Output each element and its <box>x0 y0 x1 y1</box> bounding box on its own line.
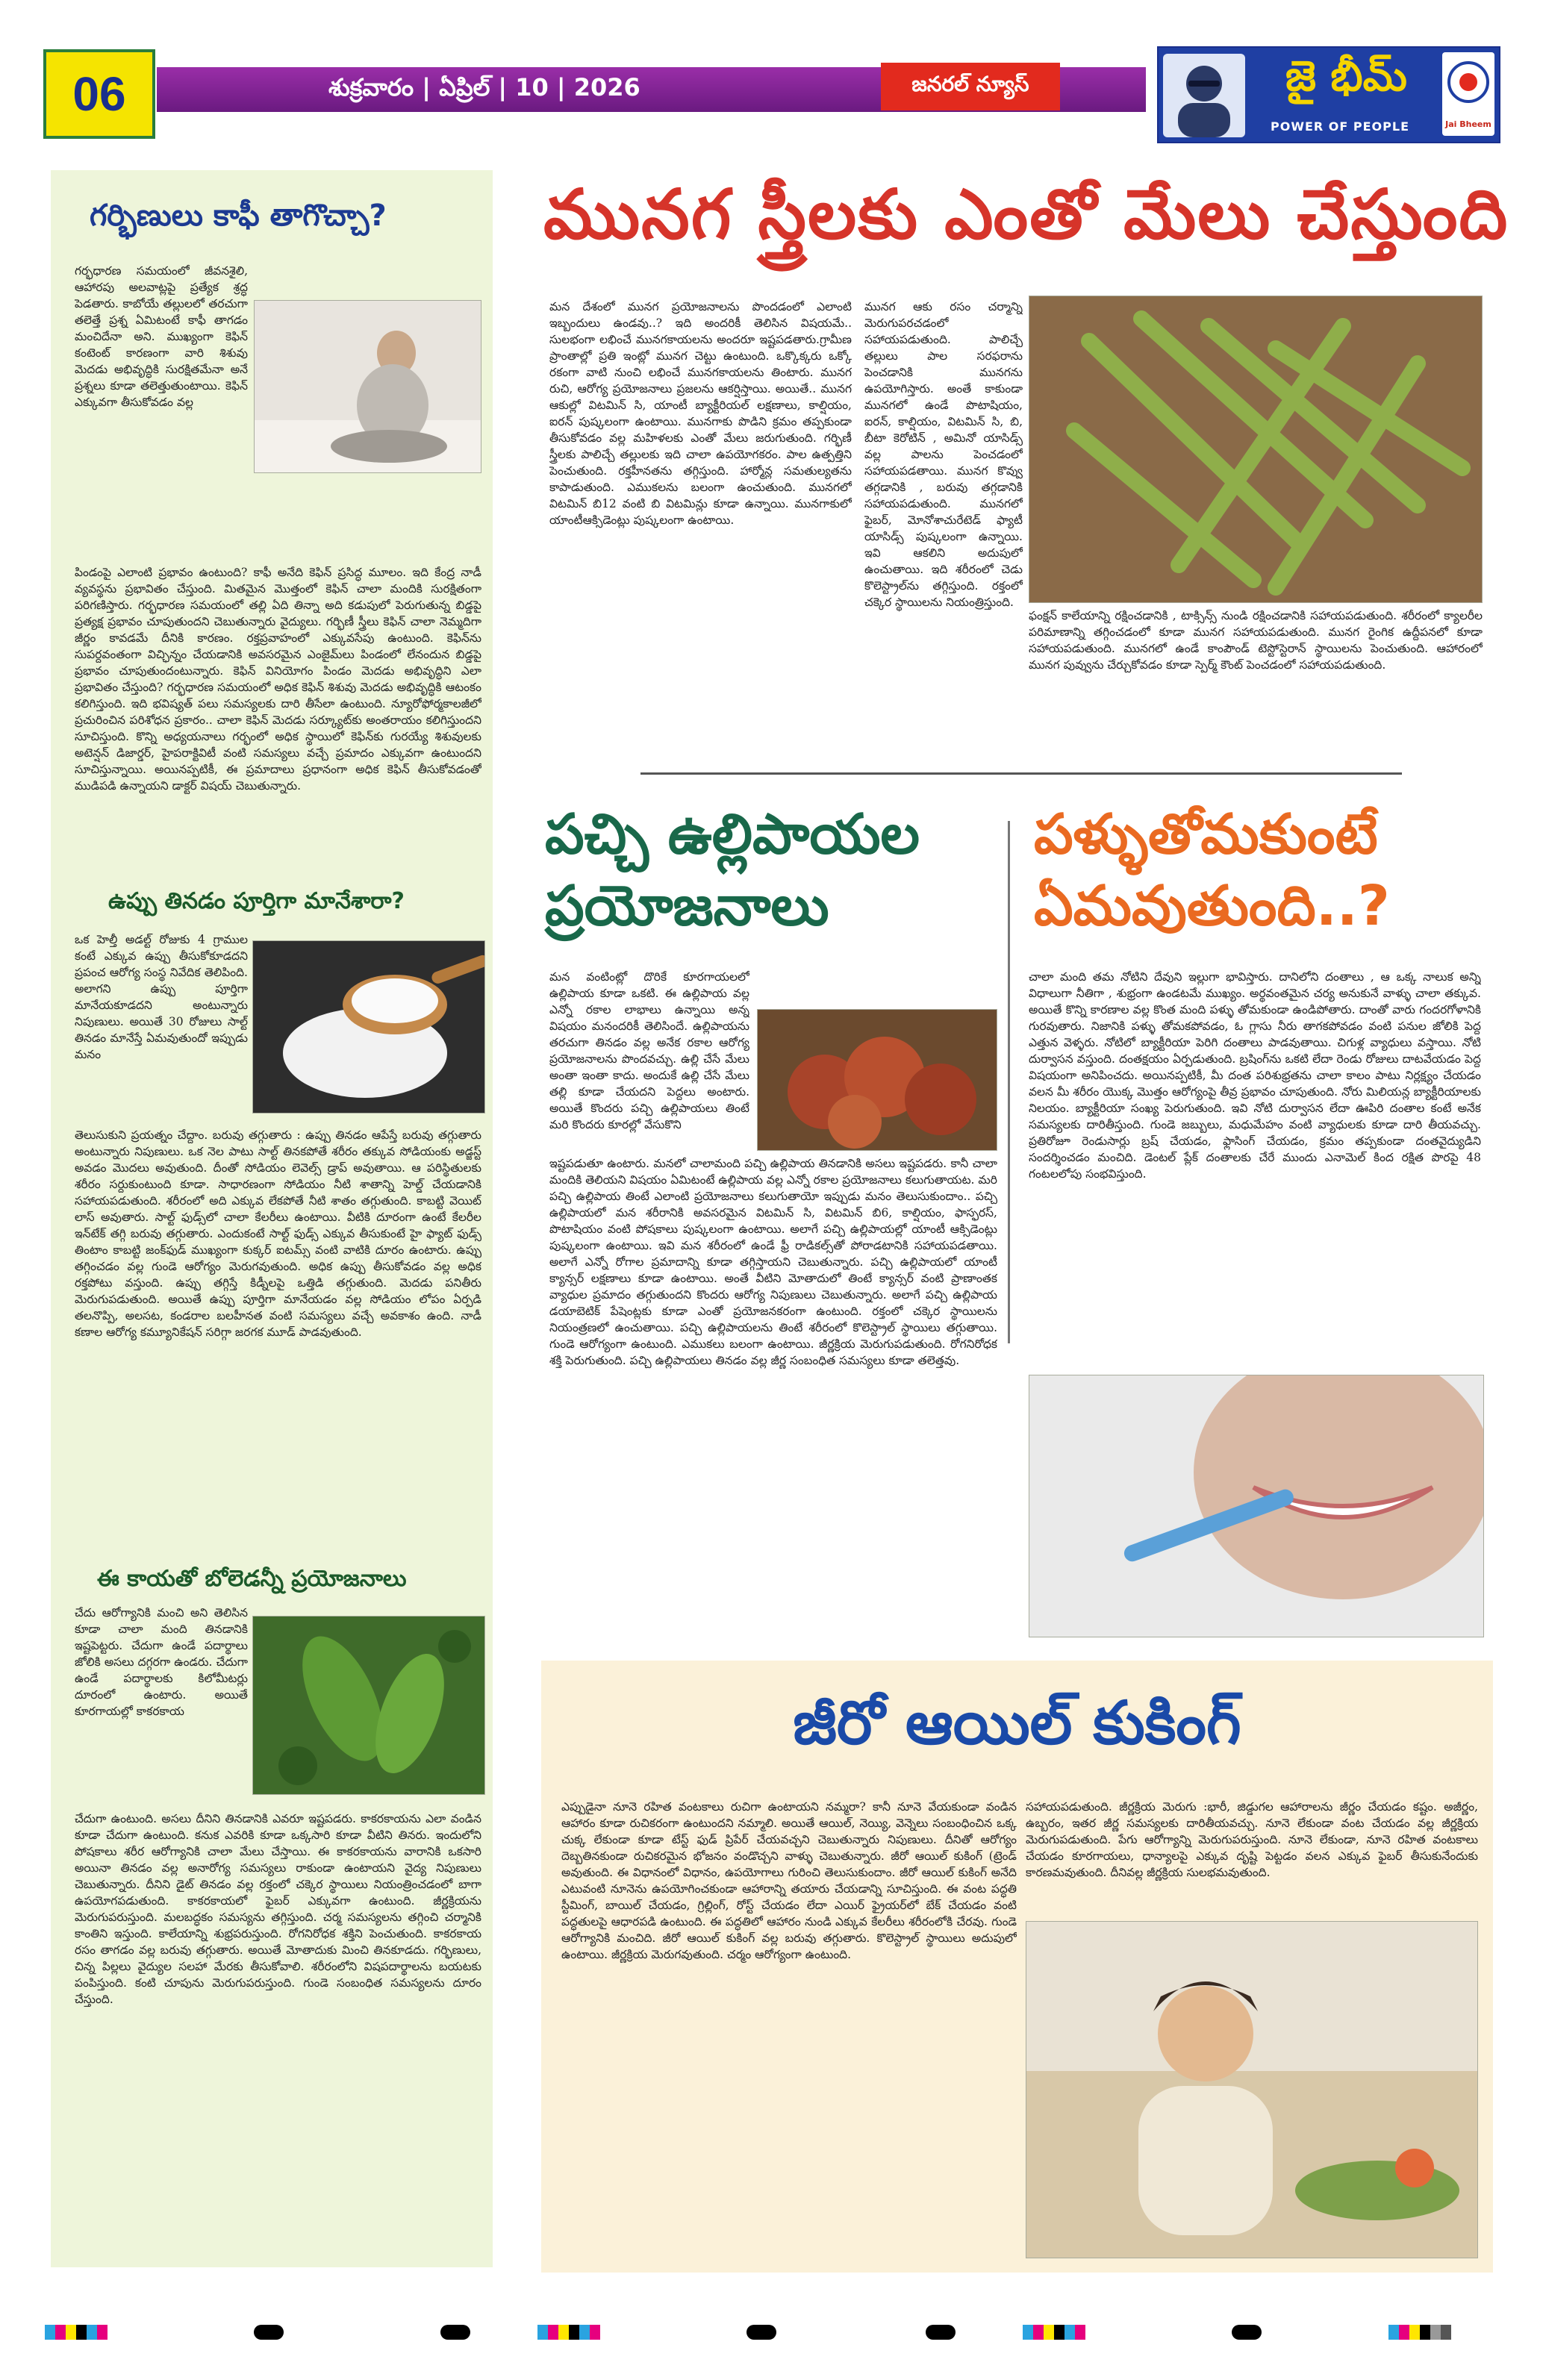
onion-text-body: ఇష్టపడుతూ ఉంటారు. మనలో చాలామంది పచ్చి ఉల్లిపాయ తినడానికి అసలు ఇష్టపడరు. కానీ చాలా మందికి తెలియని విషయం ఏమిటంటే ఉల్లిపాయ వల్ల ఎన్నో రకాల ప్రయోజనాలు కలుగుతాయట. మరి పచ్చి ఉల్లిపాయ తింటే ఎలాంటి ప్రయోజనాలు కలుగుతాయో ఇప్పుడు మనం తెలుసుకుందాం.. పచ్చి ఉల్లిపాయలో మన శరీరానికి అవసరమైన విటమిన్ సి, విటమిన్ బి6, కాల్షియం, ఫాస్ఫరస్, పొటాషియం వంటి పోషకాలు పుష్కలంగా ఉంటాయి. అలాగే పచ్చి ఉల్లిపాయల్లో యాంటీ ఆక్సిడెంట్లు పుష్కలంగా ఉంటాయి. ఇవి మన శరీరంలో ఉండే ఫ్రీ రాడికల్స్‌తో పోరాడటానికి సహాయపడతాయి. అలాగే ఎన్నో రోగాల ప్రమాదాన్ని కూడా తగ్గిస్తాయని చెబుతున్నారు. పచ్చి ఉల్లిపాయలో యాంటీ క్యాన్సర్ లక్షణాలు కూడా ఉంటాయి. అంతే వీటిని మోతాదులో తింటే క్యాన్సర్ వంటి ప్రాణాంతక వ్యాధుల ప్రమాదం తగ్గుతుందని కొందరు ఆరోగ్య నిపుణులు చెబుతున్నారు. అలాగే పచ్చి ఉల్లిపాయ డయాబెటిక్ పేషెంట్లకు కూడా ఎంతో ప్రయోజనకరంగా ఉంటుంది. రక్తంలో చక్కెర స్థాయిలను నియంత్రణలో ఉంచుతాయి. పచ్చి ఉల్లిపాయలను తింటే శరీరంలో కొలెస్ట్రాల్ స్థాయిలు తగ్గుతాయి. గుండె ఆరోగ్యంగా ఉంటుంది. ఎముకలు బలంగా ఉంటాయి. జీర్ణక్రియ మెరుగుపడుతుంది. రోగనిరోధక శక్తి పెరుగుతుంది. పచ్చి ఉల్లిపాయలు తినడం వల్ల జీర్ణ సంబంధిత సమస్యలు కూడా తలెత్తవు. <box>549 1157 997 1367</box>
color-bar-4 <box>1388 2325 1451 2340</box>
onion-photo <box>757 1009 997 1151</box>
color-bar-1 <box>45 2325 107 2340</box>
header-date: శుక్రవారం | ఏప్రిల్ | 10 | 2026 <box>328 73 640 101</box>
salt-photo <box>252 940 485 1114</box>
color-bar-3 <box>1023 2325 1085 2340</box>
zero-oil-text-col1: ఎప్పుడైనా నూనె రహిత వంటకాలు రుచిగా ఉంటాయని నమ్మరా? కానీ నూనె వేయకుండా వండిన ఆహారం కూడా రుచికరంగా ఉంటుందని నమ్మాలి. అయితే ఆయిల్, నెయ్యి, వెన్నెలు సంబంధించిన ఒక్క చుక్క లేకుండా కూడా టేస్ట్ ఫుడ్ ప్రిపేర్ చేయవచ్చని చెబుతున్నారు నిపుణులు. దీనితో ఆరోగ్యం దెబ్బతినకుండా రుచికరమైన భోజనం వండొచ్చని వాళ్ళు చెబుతున్నారు. జీరో ఆయిల్ కుకింగ్ (ట్రెండ్ అవుతుంది. ఈ విధానంలో విధానం, ఉపయోగాలు గురించి తెలుసుకుందాం. జీరో ఆయిల్ కుకింగ్ అనేది ఎటువంటి నూనెను ఉపయోగించకుండా ఆహారాన్ని తయారు చేయడాన్ని సూచిస్తుంది. ఈ వంట పద్ధతి స్టీమింగ్, బాయిల్ చేయడం, గ్రిల్లింగ్, రోస్ట్ చేయడం లేదా ఎయిర్ ఫ్రైయర్‌లో బేక్ చేయడం వంటి పద్ధతులపై ఆధారపడి ఉంటుంది. ఈ పద్ధతిలో ఆహారం నుండి ఎక్కువ కేలరీలు శరీరంలోకి చేరవు. గుండె ఆరోగ్యానికి మంచిది. జీరో ఆయిల్ కుకింగ్ వల్ల బరువు తగ్గుతారు. కొలెస్ట్రాల్ స్థాయిలు అదుపులో ఉంటాయి. జీర్ణక్రియ మెరుగవుతుంది. చర్మం ఆరోగ్యంగా ఉంటుంది. <box>561 1800 1017 1961</box>
bittergourd-photo <box>252 1616 485 1795</box>
column-divider <box>1008 821 1010 1343</box>
bittergourd-icon <box>253 1617 484 1794</box>
salt-headline: ఉప్పు తినడం పూర్తిగా మానేశారా? <box>108 888 405 914</box>
drumstick-photo <box>1029 296 1483 603</box>
drumstick-icon <box>1029 296 1482 602</box>
salt-spoon-icon <box>253 941 484 1113</box>
logo-icon <box>1442 52 1494 119</box>
woman-eating-photo <box>1026 1921 1478 2258</box>
registration-mark <box>440 2325 470 2340</box>
onion-icon <box>758 1010 997 1150</box>
coffee-text-body: పిండంపై ఎలాంటి ప్రభావం ఉంటుంది? కాఫీ అనేది కెఫిన్ ప్రసిద్ధ మూలం. ఇది కేంద్ర నాడీ వ్యవస్థను ప్రభావితం చేస్తుంది. మితమైన మొత్తంలో కెఫిన్ చాలా మందికి సురక్షితంగా పరిగణిస్తారు. గర్భధారణ సమయంలో తల్లి ఏది తిన్నా అది కడుపులో పెరుగుతున్న బిడ్డపై ప్రత్యక్ష ప్రభావం చూపుతుందని చెబుతున్నారు వైద్యులు. గర్భిణీ స్త్రీలు కెఫిన్ చాలా నెమ్మదిగా జీర్ణం కావడమే దీనికి కారణం. రక్తప్రవాహంలో ఎక్కువసేపు ఉంటుంది. కెఫిన్‌ను సుపర్దవంతంగా విచ్ఛిన్నం చేయడానికి అవసరమైన ఎంజైమ్‌లు పిండంలో లేనందున బిడ్డపై ప్రభావం చూపుతుందంటున్నారు. కెఫిన్ వినియోగం పిండం మెదడు అభివృద్ధిని ఎలా ప్రభావితం చేస్తుంది? గర్భధారణ సమయంలో అధిక కెఫిన్ శిశువు మెదడు అభివృద్ధికి ఆటంకం కలిగిస్తుంది. ఇది భవిష్యత్ పలు సమస్యలకు దారి తీసేలా ఉంటుంది. న్యూరోఫోర్మకాలజీలో ప్రచురించిన పరిశోధన ప్రకారం.. చాలా కెఫిన్ మెదడు సర్క్యూట్‌కు అంతరాయం కలిగిస్తుందని సూచిస్తుంది. కొన్ని అధ్యయనాలు గర్భంలో అధిక స్థాయిలో కెఫిన్‌కు గురయ్యే శిశువులకు అటెన్షన్ డిజార్డర్, హైపరాక్టివిటీ వంటి సమస్యలు వచ్చే ప్రమాదం ఎక్కువగా ఉంటుందని సూచిస్తున్నాయి. అయినప్పటికీ, ఈ ప్రమాదాలు ప్రధానంగా అధిక కెఫిన్ తీసుకోవడంతో ముడిపడి ఉన్నాయని డాక్టర్ విషయ్ చెబుతున్నారు. <box>75 566 481 793</box>
masthead-logo-text: Jai Bheem <box>1445 119 1491 129</box>
salt-text-intro: ఒక హెల్తీ అడల్ట్ రోజుకు 4 గ్రాముల కంటే ఎక్కువ ఉప్పు తీసుకోకూడదని ప్రపంచ ఆరోగ్య సంస్థ నివేదిక తెలిపింది. అలాగని ఉప్పు పూర్తిగా మానేయకూడదని అంటున్నారు నిపుణులు. అయితే 30 రోజులు సాల్ట్ తినడం మానేస్తే ఏమవుతుందో ఇప్పుడు మనం <box>75 933 248 1061</box>
masthead-portrait <box>1163 54 1245 137</box>
smile-toothbrush-icon <box>1029 1375 1483 1637</box>
coffee-headline: గర్భిణులు కాఫీ తాగొచ్చా? <box>90 199 387 233</box>
bittergourd-headline: ఈ కాయతో బోలెడన్నీ ప్రయోజనాలు <box>97 1566 407 1592</box>
munaga-headline: మునగ స్త్రీలకు ఎంతో మేలు చేస్తుంది <box>543 175 1509 254</box>
zero-oil-headline: జీరో ఆయిల్ కుకింగ్ <box>793 1688 1241 1758</box>
salt-text-body: తెలుసుకుని ప్రయత్నం చేద్దాం. బరువు తగ్గుతారు : ఉప్పు తినడం ఆపేస్తే బరువు తగ్గుతారు అంటున్నారు నిపుణులు. ఒక నెల పాటు సాల్ట్ తినకపోతే శరీరం తక్కువ సోడియంకు అడ్జస్ట్ అవడం మొదలు అవుతుంది. దీంతో సోడియం లెవెల్స్ డ్రాప్ అవుతాయి. ఆ పరిస్థితులకు శరీరం సర్దుకుంటుంది కూడా. సాధారణంగా సోడియం నీటి శాతాన్ని హెల్డ్ చేయడానికి సహాయపడుతుంది. శరీరంలో అది ఎక్కువ లేకపోతే నీటి శాతం తగ్గుతుంది. కాబట్టి వెయిట్ లాస్ అవుతారు. సాల్ట్ ఫుడ్స్‌లో చాలా కేలరీలు ఉంటాయి. వీటికి దూరంగా ఉంటే కేలరీల ఇన్‌టేక్ తగ్గి బరువు తగ్గుతారు. ఎందుకంటే సాల్ట్ ఫుడ్స్ ఎక్కువ తీసుకుంటే హై ఫ్యాట్ ఫుడ్స్ తింటాం కాబట్టి జంక్‌ఫుడ్ ముఖ్యంగా కుక్కర్ ఐటమ్స్ వంటి వాటికి దూరం ఉంటారు. ఉప్పు తగ్గించడం వల్ల గుండె ఆరోగ్యం మెరుగవుతుంది. అధిక ఉప్పు తీసుకోవడం వల్ల అధిక రక్తపోటు వస్తుంది. ఉప్పు తగ్గిస్తే కిడ్నీలపై ఒత్తిడి తగ్గుతుంది. మెదడు పనితీరు మెరుగుపడుతుంది. అయితే ఉప్పు పూర్తిగా మానేయడం వల్ల సోడియం లోపం ఏర్పడి తలనొప్పి, అలసట, కండరాల బలహీనత వంటి సమస్యలు వచ్చే అవకాశం ఉంది. నాడీ కణాల ఆరోగ్య కమ్యూనికేషన్ సరిగ్గా జరగక మూడ్ పాడవుతుంది. <box>75 1128 481 1339</box>
teeth-text-body: చాలా మంది తమ నోటిని దేవుని ఇల్లుగా భావిస్తారు. దానిలోని దంతాలు , ఆ ఒక్క నాలుక అన్ని విధాలుగా నీతిగా , శుభ్రంగా ఉండటమే ముఖ్యం. అర్థవంతమైన చర్య అనుకునే వాళ్ళు చాలా తక్కువ. అయితే కొన్ని కారణాల వల్ల కొంత మంది పళ్ళు తోమకుండా ఉండిపోతారు. దాంతో వారు గందరగోళానికి గురవుతారు. నిజానికి పళ్ళు తోమకపోవడం, ఓ గ్లాసు నీరు తాగకపోవడం వంటి పనుల జోలికి పెద్ద ఎత్తున వెళ్ళరు. నోటిలో బ్యాక్టీరియా పెరిగి దంతాలు పాడవుతాయి. చిగుళ్ల వ్యాధులు వస్తాయి. నోటి దుర్వాసన వస్తుంది. దంతక్షయం ఏర్పడుతుంది. బ్రషింగ్‌ను ఒకటి లేదా రెండు రోజులు దాటవేయడం పెద్ద విషయంగా అనిపించదు. అయినప్పటికీ, మీ దంత పరిశుభ్రతను చాలా కాలం పాటు నిర్లక్ష్యం చేయడం వలన మీ శరీరం యొక్క మొత్తం ఆరోగ్యంపై తీవ్ర ప్రభావం చూపుతుంది. నోరు మిలియన్ల బ్యాక్టీరియాలకు నిలయం. బ్యాక్టీరియా సంఖ్య పెరుగుతుంది. ఇవి నోటి దుర్వాసన లేదా ఊపిరి దంతాల కంటే అనేక సమస్యలకు దారితీస్తుంది. గుండె జబ్బులు, మధుమేహం వంటి వ్యాధులకు కూడా దారి తీయవచ్చు. ప్రతిరోజూ రెండుసార్లు బ్రష్ చేయడం, ఫ్లాసింగ్ చేయడం, క్రమం తప్పకుండా దంతవైద్యుడిని సందర్శించడం మంచిది. డెంటల్ ప్లేక్ దంతాలకు చేరే ముందు ఎనామెల్ కింద రక్షిత పొరపై 48 గంటలలోపు సంభవిస్తుంది. <box>1029 970 1481 1181</box>
section-divider <box>640 772 1402 775</box>
bittergourd-text-body: చేదుగా ఉంటుంది. అసలు దీనిని తినడానికి ఎవరూ ఇష్టపడరు. కాకరకాయను ఎలా వండిన కూడా చేదుగా ఉంటుంది. కనుక ఎవరికి కూడా ఒక్కసారి కూడా వీటిని తినరు. ఇందులోని పోషకాలు శరీర ఆరోగ్యానికి చాలా మేలు చేస్తాయి. ఈ కాకరకాయను వారానికి ఒకసారి అయినా తినడం వల్ల అనారోగ్య సమస్యలు రాకుండా ఉంటాయని వైద్య నిపుణులు చెబుతున్నారు. దీనిని డైట్ తినడం వల్ల రక్తంలో చక్కెర స్థాయిలు నియంత్రించడంలో బాగా ఉపయోగపడుతుంది. కాకరకాయలో ఫైబర్ ఎక్కువగా ఉంటుంది. జీర్ణక్రియను మెరుగుపరుస్తుంది. మలబద్ధకం సమస్యను తగ్గిస్తుంది. చర్మ సమస్యలను తగ్గించి చర్మానికి కాంతిని ఇస్తుంది. కాలేయాన్ని శుభ్రపరుస్తుంది. రోగనిరోధక శక్తిని పెంచుతుంది. కాకరకాయ రసం తాగడం వల్ల బరువు తగ్గుతారు. అయితే మోతాదుకు మించి తినకూడదు. గర్భిణులు, చిన్న పిల్లలు వైద్యుల సలహా మేరకు తీసుకోవాలి. శరీరంలోని విషపదార్థాలను బయటకు పంపిస్తుంది. కంటి చూపును మెరుగుపరుస్తుంది. గుండె సంబంధిత సమస్యలను దూరం చేస్తుంది. <box>75 1812 481 2006</box>
onion-headline: పచ్చి ఉల్లిపాయల ప్రయోజనాలు <box>545 802 920 938</box>
munaga-text-col2: మునగ ఆకు రసం చర్మాన్ని మెరుగుపరచడంలో సహాయపడుతుంది. పాలిచ్చే తల్లులు పాల సరఫరాను పెంచడానికి మునగను ఉపయోగిస్తారు. అంతే కాకుండా మునగలో ఉండే పొటాషియం, ఐరన్, కాల్షియం, విటమిన్ సి, బి, బీటా కెరోటిన్ , అమినో యాసిడ్స్ వల్ల పాలను పెంచడంలో సహాయపడతాయి. మునగ కొవ్వు తగ్గడానికి , బరువు తగ్గడానికి సహాయపడుతుంది. మునగలో ఫైబర్, మోనోశాచురేటెడ్ ఫ్యాటీ యాసిడ్స్ పుష్కలంగా ఉన్నాయి. ఇవి ఆకలిని అదుపులో ఉంచుతాయి. ఇది శరీరంలో చెడు కొలెస్ట్రాల్‌ను తగ్గిస్తుంది. రక్తంలో చక్కెర స్థాయిలను నియంత్రిస్తుంది. <box>864 300 1023 609</box>
zero-oil-text-col2: సహాయపడుతుంది. జీర్ణక్రియ మెరుగు :భారీ, జిడ్డుగల ఆహారాలను జీర్ణం చేయడం కష్టం. అజీర్ణం, ఉబ్బరం, ఇతర జీర్ణ సమస్యలకు దారితీయవచ్చు. నూనె లేకుండా వంట చేయడం వల్ల జీర్ణక్రియ మెరుగుపడుతుంది. పేగు ఆరోగ్యాన్ని మెరుగుపరుస్తుంది. నూనె లేకుండా, నూనె రహిత వంటకాలు చేయడం కూరగాయలు, ధాన్యాలపై ఎక్కువ దృష్టి పెట్టడం వలన ఎక్కువ ఫైబర్ తీసుకునేందుకు కారణమవుతుంది. దీనివల్ల జీర్ణక్రియ సులభమవుతుంది. <box>1026 1800 1478 1879</box>
registration-mark <box>746 2325 776 2340</box>
registration-mark <box>254 2325 284 2340</box>
onion-text-intro: మన వంటింట్లో దొరికే కూరగాయలలో ఉల్లిపాయ కూడా ఒకటి. ఈ ఉల్లిపాయ వల్ల ఎన్నో రకాల లాభాలు ఉన్నాయి అన్న విషయం మనందరికీ తెలిసిందే. ఉల్లిపాయను తరచుగా తినడం వల్ల అనేక రకాల ఆరోగ్య ప్రయోజనాలను పొందవచ్చు. ఉల్లి చేసే మేలు అంతా ఇంతా కాదు. అందుకే ఉల్లి చేసే మేలు తల్లి కూడా చేయదని పెద్దలు అంటారు. అయితే కొందరు పచ్చి ఉల్లిపాయలు తింటే మరి కొందరు కూరల్లో వేసుకొని <box>549 970 749 1131</box>
teeth-headline: పళ్ళుతోమకుంటే ఏమవుతుంది..? <box>1034 802 1390 938</box>
woman-eating-icon <box>1026 1922 1477 2258</box>
toothbrush-photo <box>1029 1375 1484 1637</box>
pregnant-woman-icon <box>255 301 481 472</box>
masthead-title: జై భీమ్ <box>1285 52 1407 101</box>
portrait-icon <box>1163 54 1245 137</box>
section-label: జనరల్ న్యూస్ <box>881 63 1060 110</box>
pregnant-woman-photo <box>254 300 481 473</box>
masthead-tagline: POWER OF PEOPLE <box>1271 119 1410 134</box>
masthead <box>1157 46 1500 143</box>
bittergourd-text-intro: చేదు ఆరోగ్యానికి మంచి అని తెలిసిన కూడా చాలా మంది తినడానికి ఇష్టపెట్టరు. చేదుగా ఉండే పదార్థాలు జోలికి అసలు దగ్గరగా ఉండరు. చేదుగా ఉండే పదార్థాలకు కిలోమీటర్లు దూరంలో ఉంటారు. అయితే కూరగాయల్లో కాకరకాయ <box>75 1606 248 1718</box>
color-bar-2 <box>537 2325 600 2340</box>
coffee-text-intro: గర్భధారణ సమయంలో జీవనశైలి, ఆహారపు అలవాట్లపై ప్రత్యేక శ్రద్ధ పెడతారు. కాబోయే తల్లులలో తరచుగా తలెత్తే ప్రశ్న ఏమిటంటే కాఫీ తాగడం మంచిదేనా అని. ముఖ్యంగా కెఫిన్ కంటెంట్ కారణంగా వారి శిశువు మెదడు అభివృద్ధికి సురక్షితమేనా అనే ప్రశ్నలు కూడా తలెత్తుతుంటాయి. కెఫిన్ ఎక్కువగా తీసుకోవడం వల్ల <box>75 264 248 409</box>
registration-mark <box>926 2325 956 2340</box>
page-number: 06 <box>43 49 155 139</box>
munaga-text-col1: మన దేశంలో మునగ ప్రయోజనాలను పొందడంలో ఎలాంటి ఇబ్బందులు ఉండవు..? ఇది అందరికీ తెలిసిన విషయమే.. సులభంగా లభించే మునగకాయలను అందరూ ఇష్టపడతారు.గ్రామీణ ప్రాంతాల్లో ప్రతి ఇంట్లో మునగ చెట్టు ఉంటుంది. ఒక్కొక్కరు ఒక్కో రకంగా వాటి నుంచి లభించే మునగకాయలను తింటారు. మునగ రుచి, ఆరోగ్య ప్రయోజనాలు ప్రజలను ఆకర్షిస్తాయి. అయితే.. మునగ ఆకుల్లో విటమిన్ సి, యాంటీ బ్యాక్టీరియల్ లక్షణాలు, కాల్షియం, ఐరన్ పుష్కలంగా ఉంటాయి. మునగాకు పొడిని క్రమం తప్పకుండా తీసుకోవడం వల్ల మహిళలకు ఎంతో మేలు జరుగుతుంది. గర్భిణీ స్త్రీలకు పాలిచ్చే తల్లులకు ఇది చాలా ఉపయోగకరం. పాల ఉత్పత్తిని పెంచుతుంది. రక్తహీనతను తగ్గిస్తుంది. హార్మోన్ల సమతుల్యతను కాపాడుతుంది. ఎముకలను బలంగా ఉంచుతుంది. మునగలో విటమిన్ బి12 వంటి బి విటమిన్లు కూడా ఉన్నాయి. మునగాకులో యాంటీఆక్సిడెంట్లు పుష్కలంగా ఉంటాయి. <box>549 300 852 527</box>
munaga-text-col3: ఫంక్షన్ కాలేయాన్ని రక్షించడానికి , టాక్సిన్స్ నుండి రక్షించడానికి సహాయపడుతుంది. శరీరంలో క్యాలరీల పరిమాణాన్ని తగ్గించడంలో కూడా మునగ సహాయపడుతుంది. మునగ రైంగిక ఉద్దీపనలో కూడా సహాయపడుతుంది. మునగలో ఉండే కాంపౌండ్ టెస్టోస్టెరాన్ స్థాయిలను పెంచుతుంది. ఆహారంలో మునగ పువ్వును చేర్చుకోవడం కూడా స్పెర్మ్ కౌంట్ పెంచడంలో సహాయపడుతుంది. <box>1029 609 1483 672</box>
registration-mark <box>1232 2325 1262 2340</box>
